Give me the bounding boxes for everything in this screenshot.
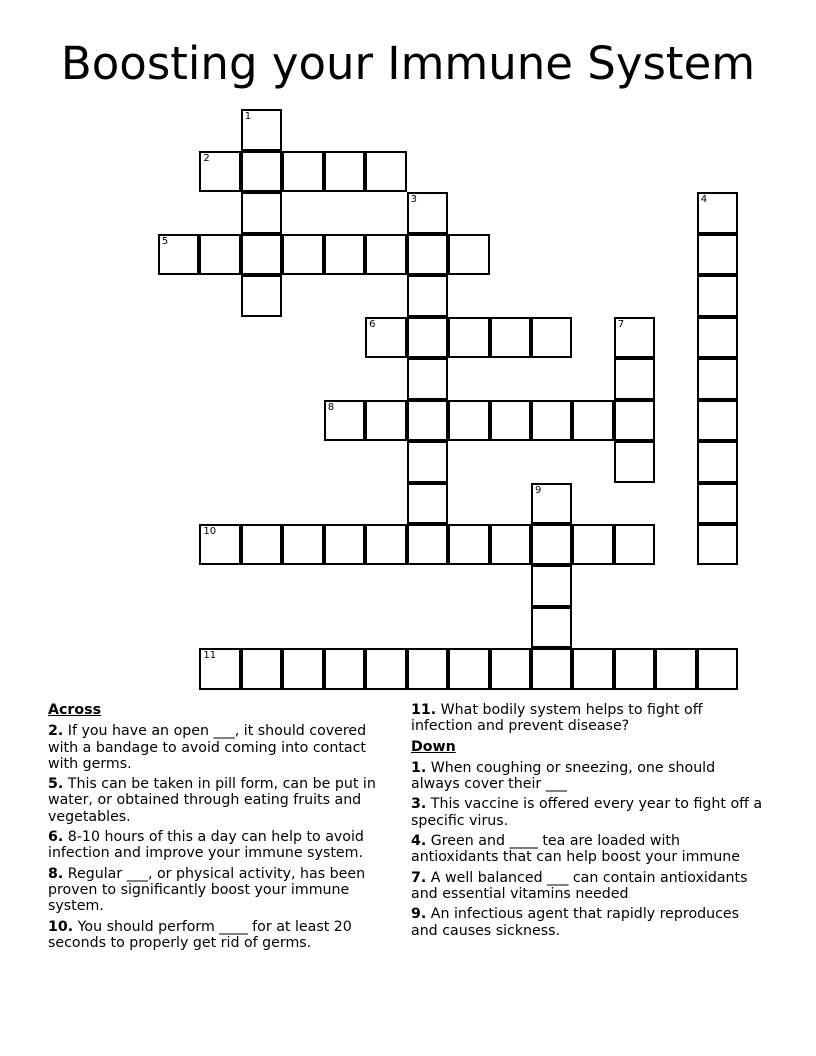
clue-number-label: 7 xyxy=(617,318,625,330)
grid-cell[interactable] xyxy=(697,441,739,483)
grid-cell[interactable] xyxy=(614,648,656,690)
clue-across-5 xyxy=(48,776,400,825)
clue-across-11 xyxy=(411,702,763,735)
grid-cell[interactable] xyxy=(365,234,407,276)
grid-cell[interactable] xyxy=(448,400,490,442)
grid-cell[interactable] xyxy=(199,648,241,690)
grid-cell[interactable] xyxy=(697,648,739,690)
clue-number: 9. xyxy=(411,906,427,923)
grid-cell[interactable] xyxy=(531,648,573,690)
clue-number-label: 1 xyxy=(244,111,252,123)
grid-cell[interactable] xyxy=(407,234,449,276)
grid-cell[interactable] xyxy=(407,275,449,317)
clue-number-label: 3 xyxy=(410,194,417,206)
grid-cell[interactable] xyxy=(448,234,490,276)
clue-down-4 xyxy=(411,833,763,866)
grid-cell[interactable] xyxy=(365,400,407,442)
grid-cell[interactable] xyxy=(241,192,283,234)
grid-cell[interactable] xyxy=(407,524,449,566)
clue-across-10 xyxy=(48,919,400,952)
grid-cell[interactable] xyxy=(199,234,241,276)
grid-cell[interactable] xyxy=(324,234,366,276)
clue-text: 8-10 hours of this a day can help to avoid infection and improve your immune system. xyxy=(48,829,364,862)
clue-number: 6. xyxy=(48,829,64,846)
grid-cell[interactable] xyxy=(490,648,532,690)
grid-cell[interactable] xyxy=(490,317,532,359)
grid-cell[interactable] xyxy=(282,648,324,690)
clue-text: An infectious agent that rapidly reproduces and causes sickness. xyxy=(411,906,740,939)
grid-cell[interactable] xyxy=(241,275,283,317)
clue-number: 7. xyxy=(411,869,427,886)
clue-number-label: 8 xyxy=(327,401,335,413)
grid-cell[interactable] xyxy=(531,524,573,566)
clue-number: 8. xyxy=(48,865,64,882)
clue-text: Green and ____ tea are loaded with antioxidants that can help boost your immune xyxy=(411,833,740,866)
grid-cell[interactable] xyxy=(614,400,656,442)
grid-cell[interactable] xyxy=(199,151,241,193)
grid-cell[interactable] xyxy=(407,648,449,690)
grid-cell[interactable] xyxy=(697,234,739,276)
grid-cell[interactable] xyxy=(697,317,739,359)
grid-cell[interactable] xyxy=(365,151,407,193)
clue-number-label: 4 xyxy=(700,194,708,206)
grid-cell[interactable] xyxy=(448,648,490,690)
grid-cell[interactable] xyxy=(572,524,614,566)
clue-text: You should perform ____ for at least 20 seconds to properly get rid of germs. xyxy=(48,918,352,951)
clue-number-label: 9 xyxy=(534,484,542,496)
clue-text: When coughing or sneezing, one should always cover their ___ xyxy=(411,759,716,793)
grid-cell[interactable] xyxy=(614,317,656,359)
grid-cell[interactable] xyxy=(448,317,490,359)
clue-text: Regular ___, or physical activity, has been proven to significantly boost your immune system. xyxy=(48,865,366,915)
grid-cell[interactable] xyxy=(241,109,283,151)
clue-number-label: 10 xyxy=(203,525,217,537)
grid-cell[interactable] xyxy=(324,524,366,566)
grid-cell[interactable] xyxy=(241,234,283,276)
grid-cell[interactable] xyxy=(531,607,573,649)
grid-cell[interactable] xyxy=(407,400,449,442)
grid-cell[interactable] xyxy=(655,648,697,690)
clue-number: 1. xyxy=(411,759,427,776)
clues-left-column xyxy=(48,702,400,955)
clue-number: 2. xyxy=(48,723,64,740)
grid-cell[interactable] xyxy=(697,400,739,442)
across-heading: Across xyxy=(48,702,102,718)
grid-cell[interactable] xyxy=(282,151,324,193)
grid-cell[interactable] xyxy=(324,151,366,193)
clue-across-6 xyxy=(48,829,400,862)
grid-cell[interactable] xyxy=(531,400,573,442)
down-heading: Down xyxy=(411,738,456,755)
clue-number-label: 5 xyxy=(161,235,169,247)
clue-number-label: 2 xyxy=(203,152,210,164)
grid-cell[interactable] xyxy=(614,441,656,483)
grid-cell[interactable] xyxy=(241,151,283,193)
grid-cell[interactable] xyxy=(614,524,656,566)
clue-number: 3. xyxy=(411,796,427,813)
grid-cell[interactable] xyxy=(241,648,283,690)
grid-cell[interactable] xyxy=(572,648,614,690)
grid-cell[interactable] xyxy=(697,358,739,400)
clue-text: What bodily system helps to fight off infection and prevent disease? xyxy=(411,702,703,735)
grid-cell[interactable] xyxy=(365,317,407,359)
clue-across-2 xyxy=(48,723,400,772)
grid-cell[interactable] xyxy=(490,524,532,566)
grid-cell[interactable] xyxy=(531,483,573,525)
clue-number: 4. xyxy=(411,833,427,850)
grid-cell[interactable] xyxy=(697,275,739,317)
page-title: Boosting your Immune System xyxy=(60,37,756,90)
grid-cell[interactable] xyxy=(324,400,366,442)
grid-cell[interactable] xyxy=(531,565,573,607)
clue-text: This vaccine is offered every year to fight off a specific virus. xyxy=(411,796,763,829)
clue-down-3 xyxy=(411,796,763,829)
grid-cell[interactable] xyxy=(614,358,656,400)
grid-cell[interactable] xyxy=(407,483,449,525)
grid-cell[interactable] xyxy=(365,524,407,566)
clue-text: If you have an open ___, it should covered with a bandage to avoid coming into contact with germs. xyxy=(48,723,367,772)
grid-cell[interactable] xyxy=(697,524,739,566)
grid-cell[interactable] xyxy=(324,648,366,690)
grid-cell[interactable] xyxy=(407,192,449,234)
grid-cell[interactable] xyxy=(282,524,324,566)
clue-number-label: 11 xyxy=(203,650,217,662)
grid-cell[interactable] xyxy=(241,524,283,566)
grid-cell[interactable] xyxy=(199,524,241,566)
clue-text: A well balanced ___ can contain antioxidants and essential vitamins needed xyxy=(411,869,748,902)
clue-across-8 xyxy=(48,866,400,915)
grid-cell[interactable] xyxy=(531,317,573,359)
clue-down-9 xyxy=(411,906,763,939)
grid-cell[interactable] xyxy=(697,483,739,525)
clues-right-column xyxy=(411,702,763,943)
grid-cell[interactable] xyxy=(448,524,490,566)
clue-number: 5. xyxy=(48,776,64,793)
grid-cell[interactable] xyxy=(572,400,614,442)
grid-cell[interactable] xyxy=(407,358,449,400)
clue-down-1 xyxy=(411,760,763,793)
grid-cell[interactable] xyxy=(490,400,532,442)
grid-cell[interactable] xyxy=(282,234,324,276)
clue-text: This can be taken in pill form, can be put in water, or obtained through eating fruits and vegetables. xyxy=(48,776,376,825)
grid-cell[interactable] xyxy=(697,192,739,234)
grid-cell[interactable] xyxy=(365,648,407,690)
grid-cell[interactable] xyxy=(158,234,200,276)
clue-number: 10. xyxy=(48,918,74,935)
clue-down-7 xyxy=(411,870,763,903)
grid-cell[interactable] xyxy=(407,317,449,359)
clue-number-label: 6 xyxy=(369,318,376,330)
grid-cell[interactable] xyxy=(407,441,449,483)
clue-number: 11. xyxy=(411,702,437,718)
